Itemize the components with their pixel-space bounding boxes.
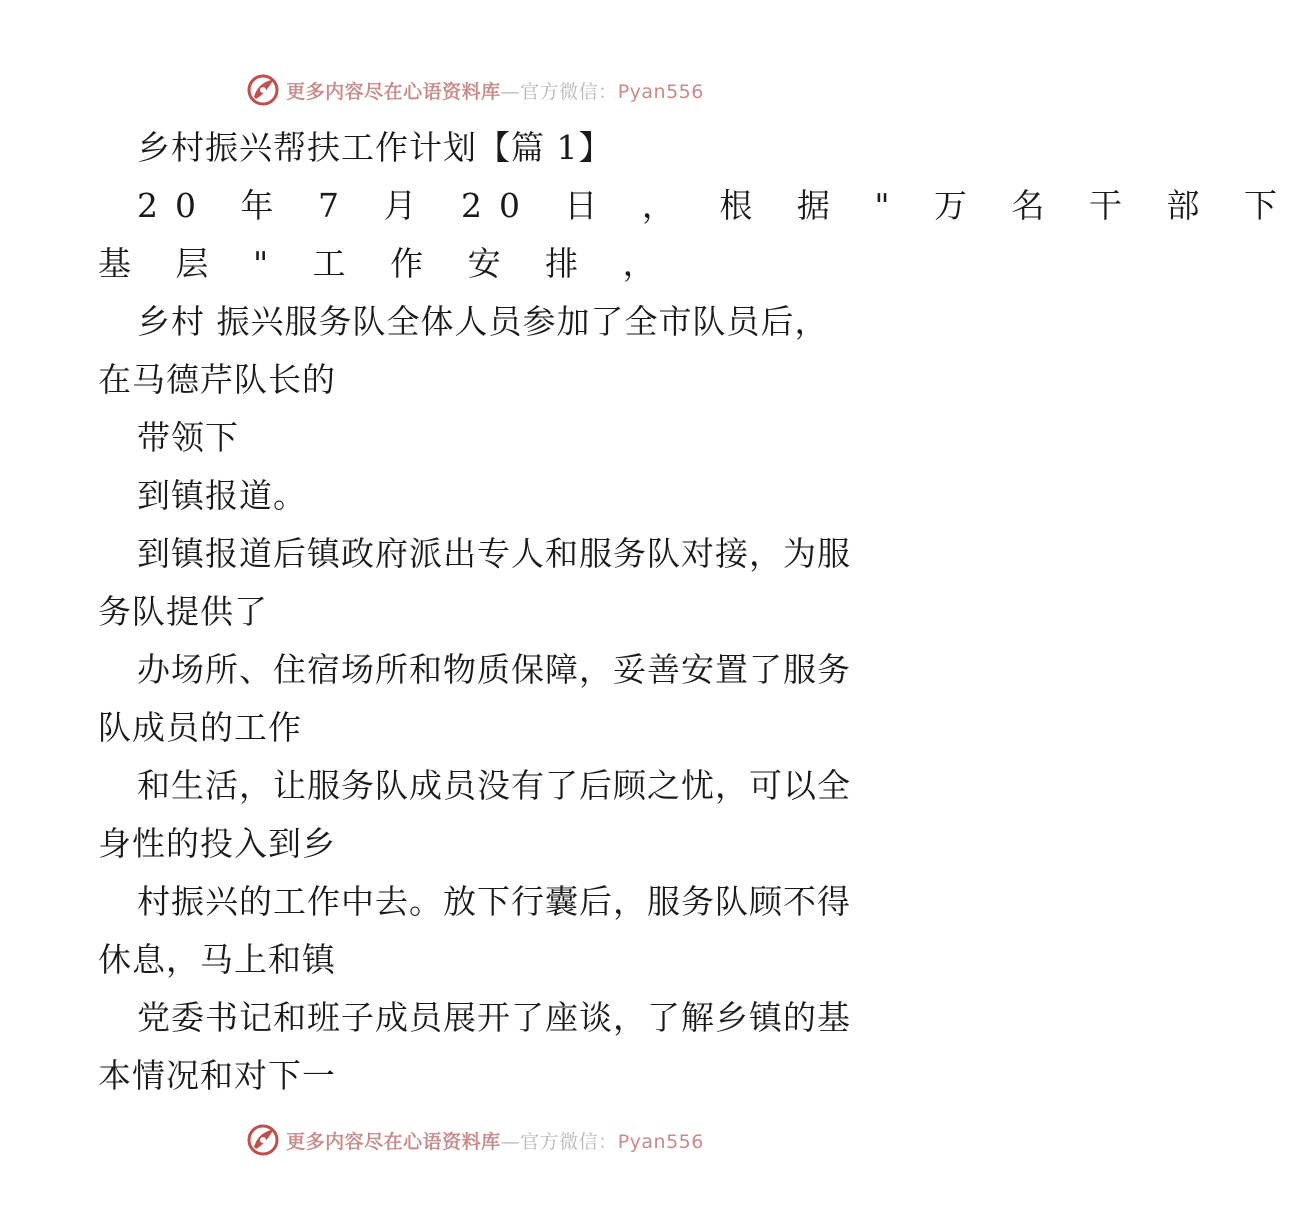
watermark-footer: [0, 1120, 950, 1160]
watermark-id: Pyan556: [617, 1130, 704, 1153]
paragraph-line: 和生活，让服务队成员没有了后顾之忧，可以全: [137, 766, 851, 805]
watermark-main: 更多内容尽在心语资料库: [286, 80, 501, 103]
watermark-id: Pyan556: [617, 80, 704, 103]
paragraph-line: 到镇报道。: [137, 476, 307, 515]
paragraph-line: 带领下: [137, 418, 239, 457]
paragraph-line: 在马德芹队长的: [98, 360, 336, 399]
paragraph-line: 党委书记和班子成员展开了座谈，了解乡镇的基: [137, 998, 851, 1037]
watermark-text: [286, 1127, 704, 1154]
paragraph-line: 20 年 7 月 20 日 ， 根 据 " 万 名 干 部 下: [137, 186, 1294, 225]
paragraph-line: 身性的投入到乡: [98, 824, 336, 863]
pen-logo-icon: [246, 1123, 280, 1157]
paragraph-line: 务队提供了: [98, 592, 268, 631]
paragraph-line: 办场所、住宿场所和物质保障，妥善安置了服务: [137, 650, 851, 689]
paragraph-line: 基 层 " 工 作 安 排 ，: [98, 244, 673, 283]
paragraph-line: 队成员的工作: [98, 708, 302, 747]
paragraph-line: 乡村 振兴服务队全体人员参加了全市队员后，: [137, 302, 829, 341]
watermark-main: 更多内容尽在心语资料库: [286, 1130, 501, 1153]
paragraph-line: 到镇报道后镇政府派出专人和服务队对接，为服: [137, 534, 851, 573]
watermark-separator: —: [500, 80, 521, 103]
watermark-label: 官方微信：: [520, 1130, 618, 1153]
document-title: 乡村振兴帮扶工作计划【篇 1】: [137, 128, 613, 167]
paragraph-line: 休息，马上和镇: [98, 940, 336, 979]
watermark-separator: —: [500, 1130, 521, 1153]
paragraph-line: 村振兴的工作中去。放下行囊后，服务队顾不得: [137, 882, 851, 921]
paragraph-line: 本情况和对下一: [98, 1056, 336, 1095]
watermark-label: 官方微信：: [520, 80, 618, 103]
